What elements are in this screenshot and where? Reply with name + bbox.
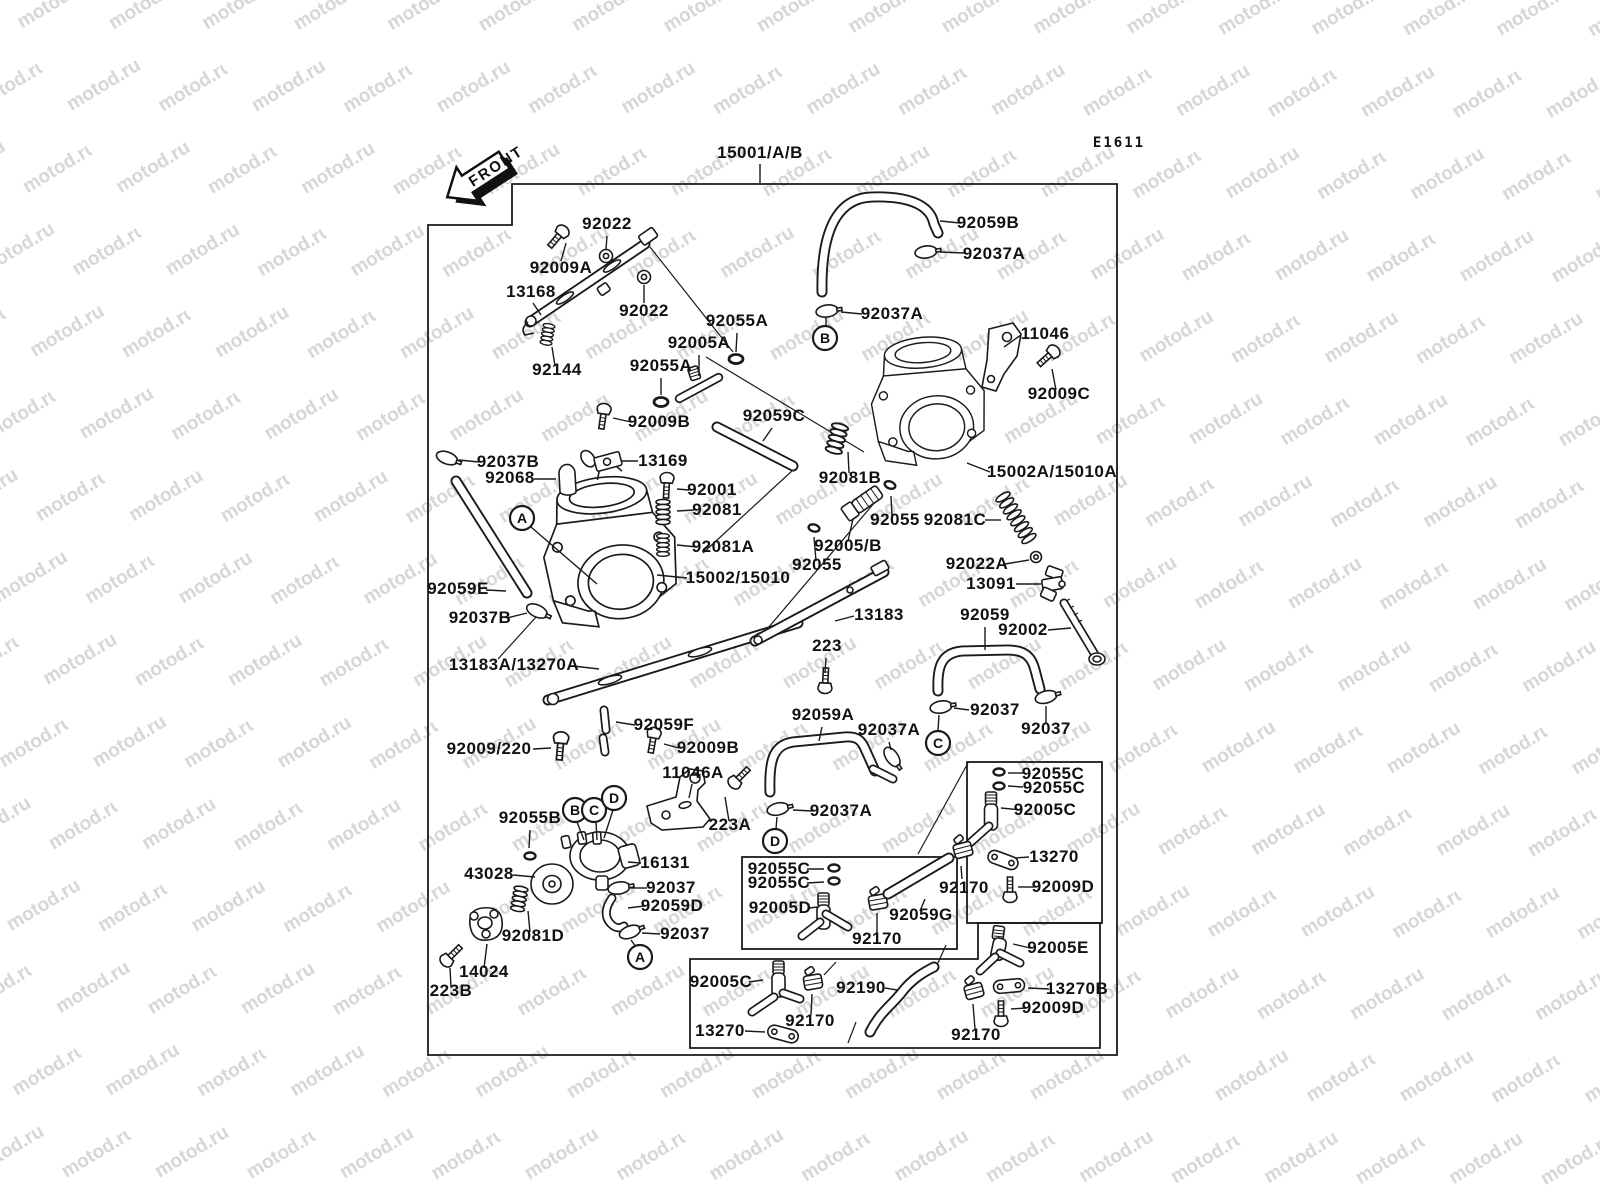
callout-11046A: 11046A — [662, 763, 724, 782]
callout-92037B-b: 92037B — [448, 608, 512, 627]
callout-92009B-b: 92009B — [676, 738, 740, 757]
leader-circle-C-3 — [596, 822, 597, 840]
callout-92170-a: 92170 — [939, 878, 989, 897]
callout-92055A-a: 92055A — [705, 311, 769, 330]
callout-11046: 11046 — [1020, 324, 1070, 343]
callout-92059G: 92059G — [889, 905, 953, 924]
callout-92009D-c: 92009D — [1021, 998, 1085, 1017]
callout-13183: 13183 — [854, 605, 904, 624]
callout-223B: 223B — [429, 981, 473, 1000]
circled-letter-text-B: B — [569, 802, 581, 818]
part-43028-diaphragm — [531, 864, 573, 904]
callout-92055-b: 92055 — [792, 555, 842, 574]
callout-92005E: 92005E — [1027, 938, 1089, 957]
callout-92037A-a: 92037A — [962, 244, 1026, 263]
part-14024-cover — [470, 908, 502, 940]
page-code: E1611 — [1092, 135, 1146, 151]
callout-92059A: 92059A — [791, 705, 855, 724]
callout-92059D: 92059D — [640, 896, 704, 915]
part-92068-cap — [559, 464, 576, 495]
callout-92081: 92081 — [692, 500, 742, 519]
callout-92059F: 92059F — [633, 715, 695, 734]
callout-92001: 92001 — [687, 480, 737, 499]
callout-92037-f: 92037 — [646, 878, 696, 897]
callout-14024: 14024 — [459, 962, 509, 981]
callout-13270-a: 13270 — [1029, 847, 1079, 866]
callout-92068: 92068 — [485, 468, 535, 487]
callout-13168: 13168 — [506, 282, 556, 301]
callout-92059: 92059 — [960, 605, 1010, 624]
callout-92009C: 92009C — [1027, 384, 1091, 403]
callout-92144: 92144 — [532, 360, 582, 379]
leader-92059E — [486, 590, 506, 591]
callout-92170-b: 92170 — [852, 929, 902, 948]
leader-circle-D-6 — [776, 817, 777, 829]
callout-92009B-a: 92009B — [627, 412, 691, 431]
callout-92059C: 92059C — [742, 406, 806, 425]
callout-92170-c1: 92170 — [785, 1011, 835, 1030]
callout-92037-r: 92037 — [1021, 719, 1071, 738]
leader-92055A-a — [736, 333, 737, 352]
callout-92055-a: 92055 — [870, 510, 920, 529]
part-92081A-spring — [657, 534, 670, 557]
callout-15002A-15010A: 15002A/15010A — [986, 462, 1118, 481]
leader-92037-g — [642, 933, 660, 934]
callout-13183A-13270A: 13183A/13270A — [448, 655, 580, 674]
callout-92005D: 92005D — [748, 898, 812, 917]
callout-13091: 13091 — [966, 574, 1016, 593]
callout-92022A: 92022A — [945, 554, 1009, 573]
leader-16131 — [628, 862, 641, 863]
callout-92009D-a: 92009D — [1031, 877, 1095, 896]
callout-15001AB: 15001/A/B — [717, 143, 803, 162]
callout-92022-b: 92022 — [619, 301, 669, 320]
part-92022-washer-a — [600, 250, 613, 263]
leader-92009-220 — [533, 748, 551, 749]
leader-13270-a — [1015, 857, 1029, 858]
callout-92037A-c: 92037A — [857, 720, 921, 739]
callout-223A: 223A — [708, 815, 752, 834]
circled-letter-text-A: A — [516, 510, 528, 526]
callout-92059E: 92059E — [427, 579, 489, 598]
callout-92190: 92190 — [836, 978, 886, 997]
callout-92170-c2: 92170 — [951, 1025, 1001, 1044]
callout-92037-c: 92037 — [970, 700, 1020, 719]
callout-92022-a: 92022 — [582, 214, 632, 233]
leader-92037A-a — [940, 252, 964, 253]
callout-16131: 16131 — [640, 853, 690, 872]
leader-223 — [825, 658, 826, 673]
circled-letter-text-B: B — [819, 330, 831, 346]
leader-92022-a — [606, 236, 607, 249]
callout-92055C-a1: 92055C — [1021, 764, 1085, 783]
part-92059F-tubes — [603, 710, 606, 752]
callout-92055C-a2: 92055C — [1022, 778, 1086, 797]
callout-92009A: 92009A — [529, 258, 593, 277]
callout-92037A-d: 92037A — [809, 801, 873, 820]
callout-92081A: 92081A — [691, 537, 755, 556]
callout-92009-220: 92009/220 — [446, 739, 532, 758]
leader-92055C-a2 — [1008, 786, 1023, 787]
callout-92055A-b: 92055A — [629, 356, 693, 375]
leader-circle-C-4 — [938, 715, 939, 731]
part-13270B-bracket — [993, 978, 1025, 994]
part-92022A-nut — [1031, 552, 1042, 563]
callout-15002-15010: 15002/15010 — [685, 568, 791, 587]
callout-223: 223 — [812, 636, 842, 655]
callout-92005C-a: 92005C — [1013, 800, 1077, 819]
callout-92081B: 92081B — [818, 468, 882, 487]
callout-13169: 13169 — [638, 451, 688, 470]
circled-letter-text-C: C — [588, 802, 600, 818]
leader-13270-c — [745, 1031, 765, 1032]
circled-letter-text-D: D — [769, 833, 781, 849]
callout-92005C-c: 92005C — [689, 972, 753, 991]
front-arrow-label: FRONT — [465, 142, 527, 191]
callout-92059B: 92059B — [956, 213, 1020, 232]
callout-92081C: 92081C — [923, 510, 987, 529]
callout-13270B: 13270B — [1045, 979, 1109, 998]
leader-92055B — [529, 830, 530, 848]
callout-92005A: 92005A — [667, 333, 731, 352]
circled-letter-text-D: D — [608, 790, 620, 806]
callout-92055C-b2: 92055C — [747, 873, 811, 892]
callout-92037-g: 92037 — [660, 924, 710, 943]
callout-92055B: 92055B — [498, 808, 562, 827]
callout-92037B-a: 92037B — [476, 452, 540, 471]
callout-92005-B: 92005/B — [814, 536, 882, 555]
callout-43028: 43028 — [464, 864, 514, 883]
callout-13270-c: 13270 — [695, 1021, 745, 1040]
callout-92081D: 92081D — [501, 926, 565, 945]
part-92081-spring — [656, 499, 670, 524]
part-92022-washer-b — [638, 271, 651, 284]
callout-92002: 92002 — [998, 620, 1048, 639]
circled-letter-text-C: C — [932, 735, 944, 751]
circled-letter-text-A: A — [634, 949, 646, 965]
callout-92055C-b1: 92055C — [747, 859, 811, 878]
callout-92037A-b: 92037A — [860, 304, 924, 323]
